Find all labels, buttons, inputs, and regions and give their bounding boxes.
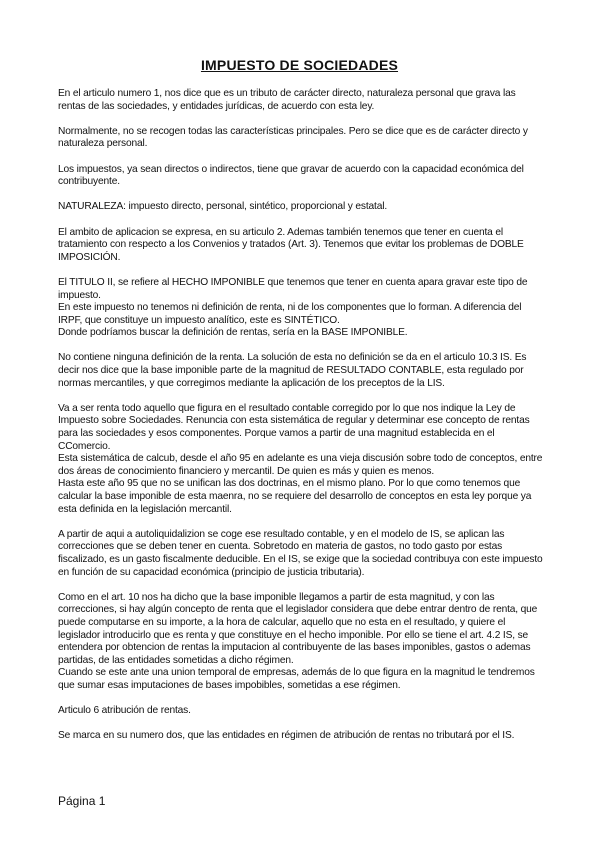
- paragraph-11: Articulo 6 atribución de rentas.: [58, 705, 191, 717]
- paragraph-7: No contiene ninguna definición de la renta. La solución de esta no definición se da en el articulo 10.3 IS. Es decir nos dice que la base imponible parte de la magnitud de RESULTADO CONTABLE, esta regulado por normas mercantiles, y que corregimos mediante la aplicación de los preceptos de la LIS.: [58, 352, 527, 389]
- paragraph-4: NATURALEZA: impuesto directo, personal, sintético, proporcional y estatal.: [58, 201, 388, 213]
- paragraph-8: Va a ser renta todo aquello que figura en el resultado contable corregido por lo que nos indique la Ley de Impuesto sobre Sociedades. Renuncia con esta sistemática de regular y determinar ese concepto de rentas para las sociedades y esos componentes. Porque vamos a partir de una magnitud establecida en el CComercio. Esta sistemática de calcub, desde el año 95 en adelante es una vieja discusión sobre todo de conceptos, entre dos áreas de conocimiento financiero y mercantil. De quien es más y quien es menos. Hasta este año 95 que no se unifican las dos doctrinas, en el mismo plano. Por lo que como tenemos que calcular la base imponible de esta maenra, no se requiere del desarrollo de conceptos en esta ley porque ya esta definida en la legislación mercantil.: [58, 402, 543, 515]
- paragraph-1: En el articulo numero 1, nos dice que es un tributo de carácter directo, naturaleza personal que grava las rentas de las sociedades, y entidades jurídicas, de acuerdo con esta ley.: [58, 88, 516, 112]
- paragraph-12: Se marca en su numero dos, que las entidades en régimen de atribución de rentas no tributará por el IS.: [58, 730, 515, 742]
- paragraph-2: Normalmente, no se recogen todas las características principales. Pero se dice que es de carácter directo y naturaleza personal.: [58, 125, 528, 150]
- document-body: [58, 88, 545, 755]
- paragraph-10: Como en el art. 10 nos ha dicho que la base imponible llegamos a partir de esta magnitud, y con las correcciones, si hay algún concepto de renta que el legislador considera que debe entrar dentro de renta, que puede computarse en su importe, a la hora de calcular, aquello que no esta en el resultado, y quiere el legislador introducirlo que es renta y que constituye en el hecho imponible. Por ello se tiene el art. 4.2 IS, se entendera por obtencion de rentas la imputacion al contribuyente de las bases imponibles, gastos o ademas partidas, de las entidades sometidas a dicho régimen. Cuando se este ante una union temporal de empresas, además de lo que figura en la magnitud le tendremos que sumar esas imputaciones de bases impobibles, sometidas a ese régimen.: [58, 591, 538, 691]
- document-title: IMPUESTO DE SOCIEDADES: [200, 57, 399, 73]
- paragraph-3: Los impuestos, ya sean directos o indirectos, tiene que gravar de acuerdo con la capacidad económica del contribuyente.: [58, 163, 524, 188]
- paragraph-5: El ambito de aplicacion se expresa, en su articulo 2. Ademas también tenemos que tener en cuenta el tratamiento con respecto a los Convenios y tratados (Art. 3). Tenemos que evitar los problemas de DOBLE IMPOSICIÓN.: [58, 226, 524, 263]
- paragraph-6: El TITULO II, se refiere al HECHO IMPONIBLE que tenemos que tener en cuenta apara gravar este tipo de impuesto. En este impuesto no tenemos ni definición de renta, ni de los componentes que lo forman. A diferencia del IRPF, que constituye un impuesto analítico, este es SINTÉTICO. Donde podríamos buscar la definición de rentas, sería en la BASE IMPONIBLE.: [58, 276, 528, 339]
- page-number: Página 1: [58, 794, 106, 808]
- paragraph-9: A partir de aqui a autoliquidalizion se coge ese resultado contable, y en el modelo de IS, se aplican las correcciones que se deben tener en cuenta. Sobretodo en materia de gastos, no todo gasto por estas fiscalizado, es un gasto fiscalmente deducible. En el IS, se exige que la sociedad contribuya con este impuesto en función de su capacidad económica (principio de justicia tributaria).: [58, 528, 543, 578]
